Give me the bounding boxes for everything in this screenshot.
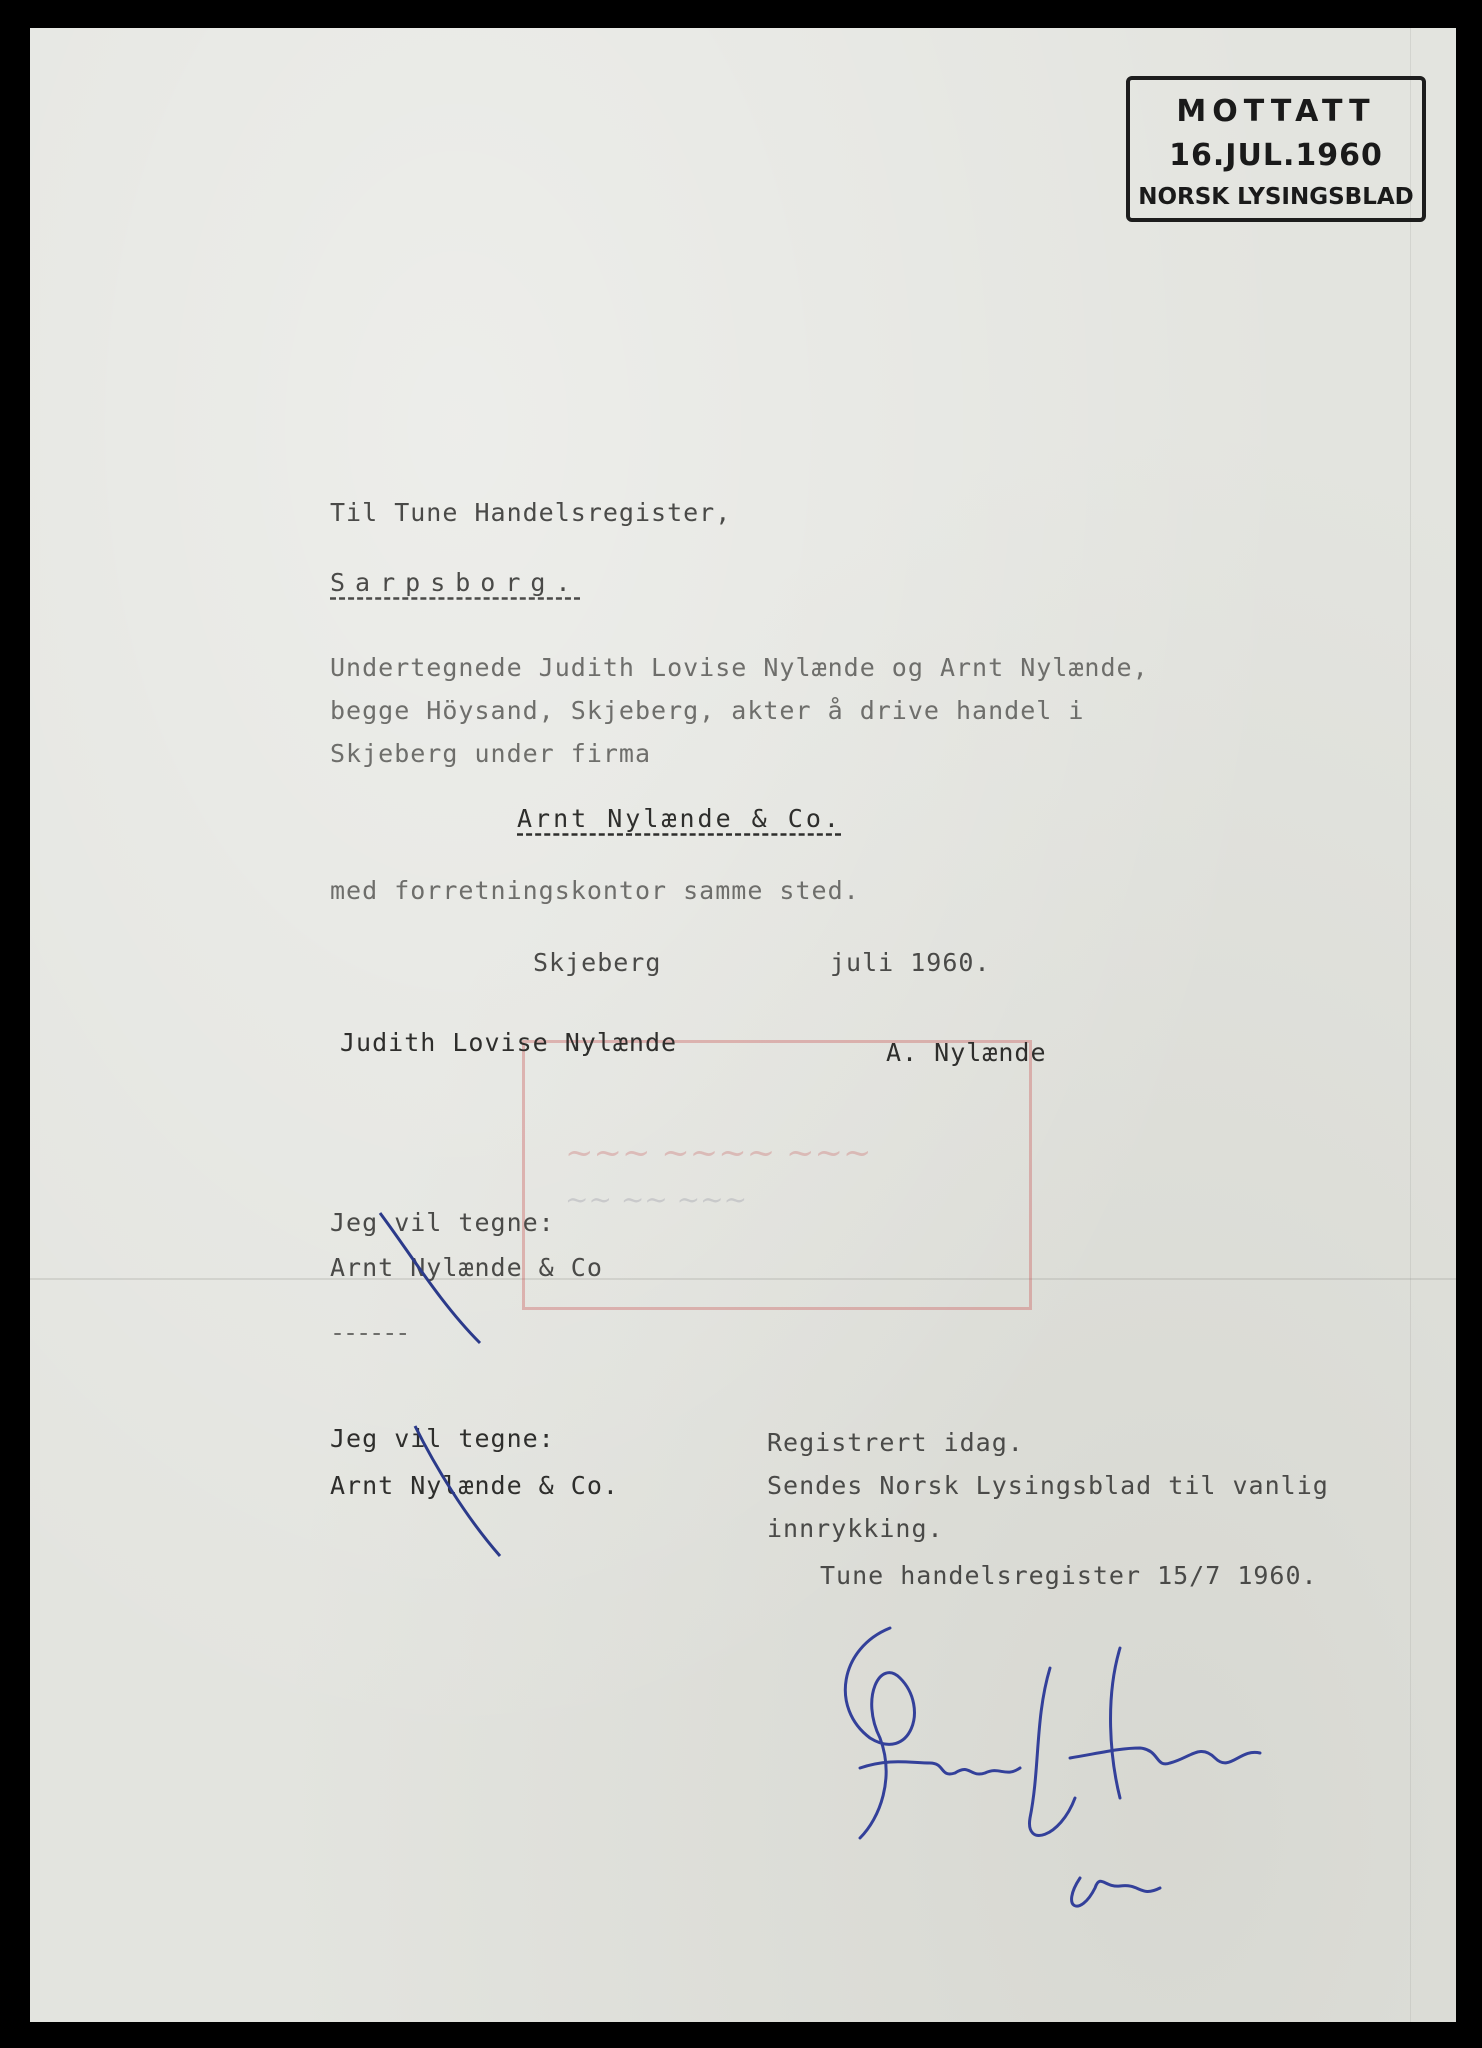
- signer-2: A. Nylænde: [886, 1038, 1047, 1067]
- signing-block-2-firm: Arnt Nylænde & Co.: [330, 1471, 619, 1500]
- body-line-3: Skjeberg under firma: [330, 739, 652, 768]
- faded-stamp-mark-2: ~~ ~~ ~~~: [565, 1183, 748, 1216]
- signing-block-1-firm: Arnt Nylænde & Co: [330, 1253, 603, 1282]
- signing-block-2-label: Jeg vil tegne:: [330, 1424, 555, 1453]
- handwritten-signature: [820, 1588, 1320, 1928]
- body-line-1: Undertegnede Judith Lovise Nylænde og Arnt Nylænde,: [330, 653, 1149, 682]
- registration-line-2: Sendes Norsk Lysingsblad til vanlig: [767, 1471, 1329, 1500]
- faded-stamp-mark: ~~~ ~~~~ ~~~: [565, 1133, 872, 1173]
- place: Skjeberg: [533, 948, 662, 977]
- city-heading: Sarpsborg.: [330, 568, 581, 597]
- separator-dashes: ------: [330, 1318, 409, 1347]
- addressee: Til Tune Handelsregister,: [330, 498, 732, 527]
- date: juli 1960.: [830, 948, 991, 977]
- stamp-title: MOTTATT: [1176, 94, 1376, 129]
- registration-line-3: innrykking.: [767, 1514, 944, 1543]
- firm-name: Arnt Nylænde & Co.: [517, 804, 842, 833]
- received-stamp: [1126, 76, 1426, 222]
- stamp-publication: NORSK LYSINGSBLAD: [1138, 184, 1414, 210]
- paper-fold-vertical: [1410, 28, 1411, 2022]
- strike-mark-2: [405, 1416, 515, 1561]
- signer-1: Judith Lovise Nylænde: [340, 1028, 678, 1057]
- signing-block-1-label: Jeg vil tegne:: [330, 1208, 555, 1237]
- document-page: [30, 28, 1456, 2022]
- registration-line-4: Tune handelsregister 15/7 1960.: [820, 1561, 1318, 1590]
- stamp-date: 16.JUL.1960: [1169, 138, 1383, 173]
- body-line-2: begge Höysand, Skjeberg, akter å drive handel i: [330, 696, 1085, 725]
- office-line: med forretningskontor samme sted.: [330, 876, 860, 905]
- registration-line-1: Registrert idag.: [767, 1428, 1024, 1457]
